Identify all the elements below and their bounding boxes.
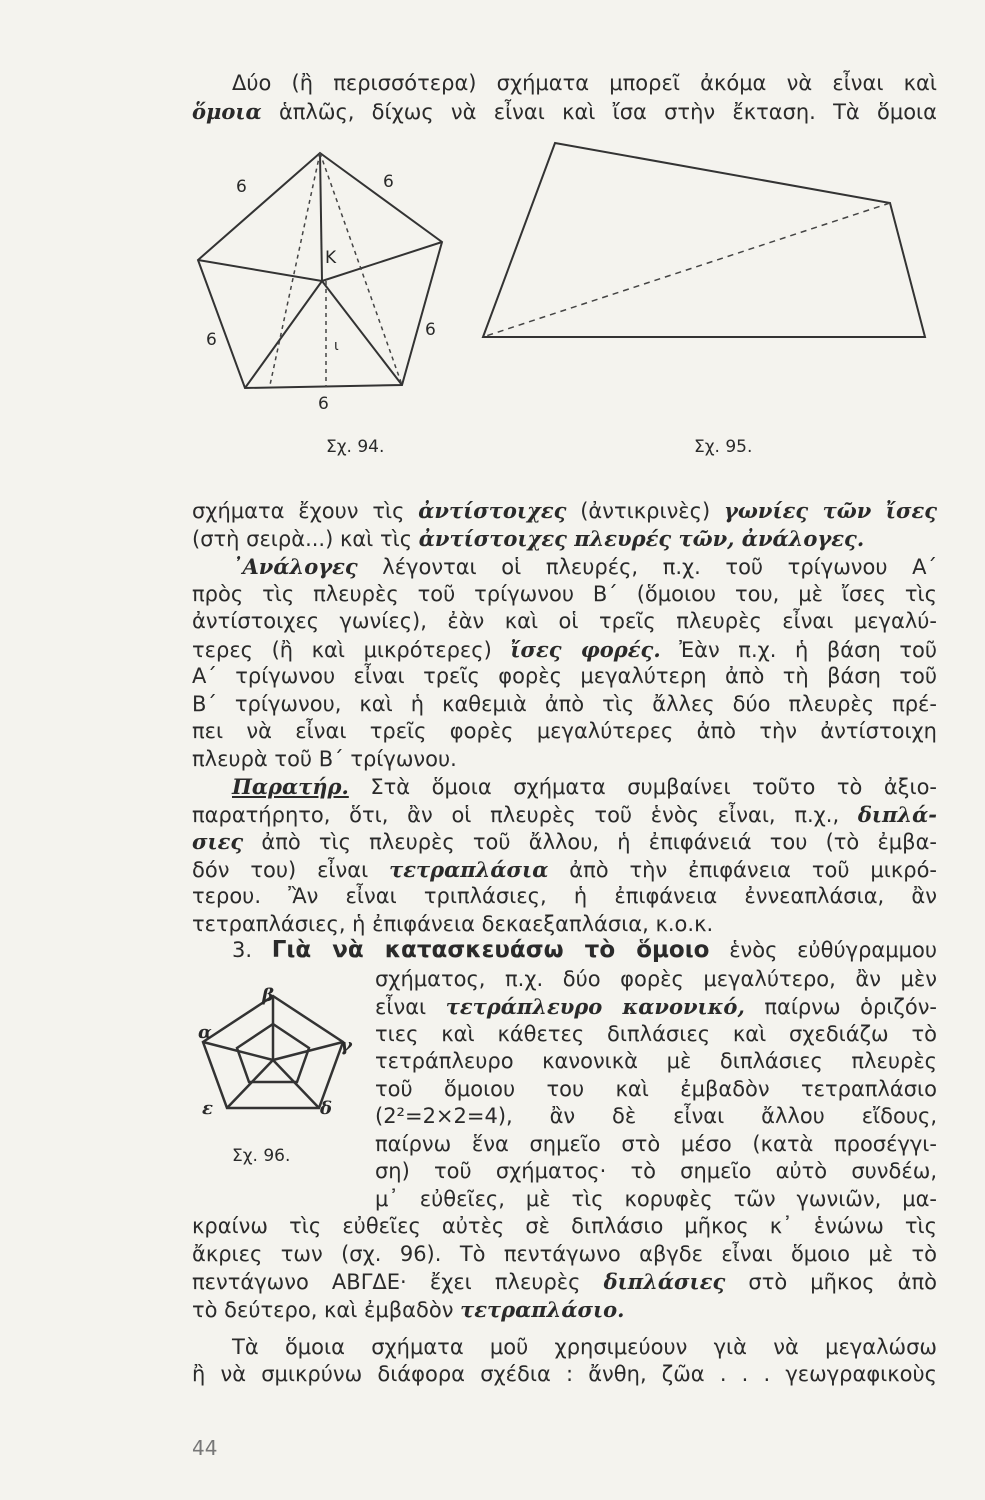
fig96-vertex-a: α	[198, 1022, 212, 1043]
term-tetraplasia: τετραπλάσια	[389, 857, 549, 882]
text-line-33: Τὰ ὅμοια σχήματα μοῦ χρησιμεύουν γιὰ νὰ μεγαλώσω	[232, 1335, 937, 1359]
text-span: Στὰ ὅμοια σχήματα συμβαίνει τοῦτο τὸ ἀξιο-	[348, 775, 937, 799]
text-line-23: τετράπλευρο κανονικὰ μὲ διπλάσιες πλευρὲς	[375, 1049, 937, 1073]
term-diplasies: διπλά-	[857, 802, 937, 827]
text-line-2-rest: ἁπλῶς, δίχως νὰ εἶναι καὶ ἴσα στὴν ἔκταση. Τὰ ὅμοια	[261, 100, 937, 124]
section-number: 3.	[232, 938, 272, 962]
figure-95-quadrilateral	[475, 135, 940, 350]
text-line-29: κραίνω τὶς εὐθεῖες αὐτὲς σὲ διπλάσιο μῆκος κ᾽ ἑνώνω τὶς	[192, 1214, 937, 1238]
text-line-2	[192, 98, 937, 127]
term-paratir: Παρατήρ.	[232, 774, 349, 799]
fig94-label-bottom: 6	[318, 394, 329, 414]
term-antistoixes: ἀντίστοιχες	[418, 498, 567, 523]
fig94-label-top-right: 6	[383, 172, 394, 192]
fig96-vertex-b: β	[262, 985, 274, 1006]
fig94-apothem-label: ι	[334, 338, 339, 354]
text-span: ἀπὸ τὴν ἐπιφάνεια τοῦ μικρό-	[548, 858, 937, 882]
section-3-heading	[232, 937, 937, 965]
text-span: λέγονται οἱ πλευρές, π.χ. τοῦ τρίγωνου Α΄	[357, 555, 937, 579]
text-line-21	[375, 993, 937, 1022]
text-line-1: Δύο (ἢ περισσότερα) σχήματα μπορεῖ ἀκόμα νὰ εἶναι καὶ	[232, 71, 937, 95]
text-line-22: τιες καὶ κάθετες διπλάσιες καὶ σχεδιάζω τὸ	[375, 1022, 937, 1046]
fig94-center-label: Κ	[325, 248, 337, 268]
fig96-vertex-e: ε	[202, 1098, 213, 1119]
term-ises-fores: ἴσες φορές.	[510, 637, 661, 662]
text-span: παρατήρητο, ὅτι, ἂν οἱ πλευρὲς τοῦ ἑνὸς εἶναι, π.χ.,	[192, 803, 858, 827]
text-line-31	[192, 1268, 937, 1297]
text-line-24: τοῦ ὅμοιου του καὶ ἐμβαδὸν τετραπλάσιο	[375, 1077, 937, 1101]
text-line-13	[232, 773, 937, 802]
text-span: ἀπὸ τὶς πλευρὲς τοῦ ἄλλου, ἡ ἐπιφάνειά του (τὸ ἐμβα-	[243, 830, 937, 854]
fig96-vertex-d: δ	[320, 1098, 333, 1119]
text-line-28: μ᾽ εὐθεῖες, μὲ τὶς κορυφὲς τῶν γωνιῶν, μα-	[375, 1187, 937, 1211]
term-tetrapleuro: τετράπλευρο κανονικό,	[445, 994, 745, 1019]
text-line-15	[192, 828, 937, 857]
text-line-10: Β΄ τρίγωνου, καὶ ἡ καθεμιὰ ἀπὸ τὶς ἄλλες δύο πλευρὲς πρέ-	[192, 692, 937, 716]
text-span: σχήματα ἔχουν τὶς	[192, 499, 419, 523]
page-number: 44	[192, 1436, 218, 1460]
text-span: τὸ δεύτερο, καὶ ἐμβαδὸν	[192, 1298, 461, 1322]
term-tetraplasio: τετραπλάσιο.	[460, 1297, 625, 1322]
term-omoia: ὅμοια	[192, 99, 262, 124]
text-line-32	[192, 1296, 624, 1325]
term-gonies-ises: γωνίες τῶν ἴσες	[724, 498, 937, 523]
text-line-25: (2²=2×2=4), ἂν δὲ εἶναι ἄλλου εἴδους,	[375, 1104, 937, 1128]
text-span: εἶναι	[375, 995, 446, 1019]
text-span: (στὴ σειρὰ...) καὶ τὶς	[192, 527, 419, 551]
text-line-6: πρὸς τὶς πλευρὲς τοῦ τρίγωνου Β΄ (ὅμοιου του, μὲ ἴσες τὶς	[192, 582, 937, 606]
fig94-label-right: 6	[425, 320, 436, 340]
fig96-vertex-g: γ	[340, 1035, 352, 1056]
term-pleures-analoges: ἀντίστοιχες πλευρές τῶν, ἀνάλογες.	[418, 526, 865, 551]
text-line-17: τερου. Ἂν εἶναι τριπλάσιες, ἡ ἐπιφάνεια ἐννεαπλάσια, ἂν	[192, 884, 937, 908]
text-line-27: ση) τοῦ σχήματος· τὸ σημεῖο αὐτὸ συνδέω,	[375, 1159, 937, 1183]
text-line-26: παίρνω ἕνα σημεῖο στὸ μέσο (κατὰ προσέγγι-	[375, 1132, 937, 1156]
text-line-8	[192, 636, 937, 665]
text-span: στὸ μῆκος ἀπὸ	[725, 1270, 937, 1294]
text-span: Ἐὰν π.χ. ἡ βάση τοῦ	[660, 638, 937, 662]
text-line-11: πει νὰ εἶναι τρεῖς φορὲς μεγαλύτερες ἀπὸ τὴν ἀντίστοιχη	[192, 719, 937, 743]
text-line-5	[232, 553, 937, 582]
text-line-3	[192, 497, 937, 526]
text-line-9: Α΄ τρίγωνου εἶναι τρεῖς φορὲς μεγαλύτερη ἀπὸ τὴ βάση τοῦ	[192, 664, 937, 688]
text-line-20: σχήματος, π.χ. δύο φορὲς μεγαλύτερο, ἂν μὲν	[375, 967, 937, 991]
fig96-caption: Σχ. 96.	[232, 1146, 291, 1166]
text-line-14	[192, 801, 937, 830]
term-sies: σιες	[192, 829, 244, 854]
text-line-7: ἀντίστοιχες γωνίες), ἐὰν καὶ οἱ τρεῖς πλευρὲς εἶναι μεγαλύ-	[192, 609, 937, 633]
text-span: πεντάγωνο ΑΒΓΔΕ· ἔχει πλευρὲς	[192, 1270, 604, 1294]
text-span: τερες (ἢ καὶ μικρότερες)	[192, 638, 511, 662]
text-line-30: ἄκριες των (σχ. 96). Τὸ πεντάγωνο αβγδε εἶναι ὅμοιο μὲ τὸ	[192, 1242, 937, 1266]
text-span: (ἀντικρινὲς)	[566, 499, 725, 523]
fig94-caption: Σχ. 94.	[326, 437, 385, 457]
text-span: δόν του) εἶναι	[192, 858, 390, 882]
text-line-4	[192, 525, 864, 554]
fig95-caption: Σχ. 95.	[694, 437, 753, 457]
text-line-12: πλευρὰ τοῦ Β΄ τρίγωνου.	[192, 747, 457, 771]
term-analoges: ᾽Ανάλογες	[232, 554, 358, 579]
text-span: παίρνω ὁριζόν-	[744, 995, 938, 1019]
section-title: Γιὰ νὰ κατασκευάσω τὸ ὅμοιο	[271, 937, 710, 963]
text-span: ἑνὸς εὐθύγραμμου	[709, 938, 937, 962]
figure-94-pentagon	[190, 145, 460, 430]
term-diplasies-2: διπλάσιες	[603, 1269, 726, 1294]
text-line-18: τετραπλάσιες, ἡ ἐπιφάνεια δεκαεξαπλάσια, κ.ο.κ.	[192, 912, 714, 936]
fig94-label-left: 6	[206, 330, 217, 350]
text-line-34: ἢ νὰ σμικρύνω διάφορα σχέδια : ἄνθη, ζῶα . . . γεωγραφικοὺς	[192, 1362, 937, 1386]
text-line-16	[192, 856, 937, 885]
fig94-label-top-left: 6	[236, 177, 247, 197]
